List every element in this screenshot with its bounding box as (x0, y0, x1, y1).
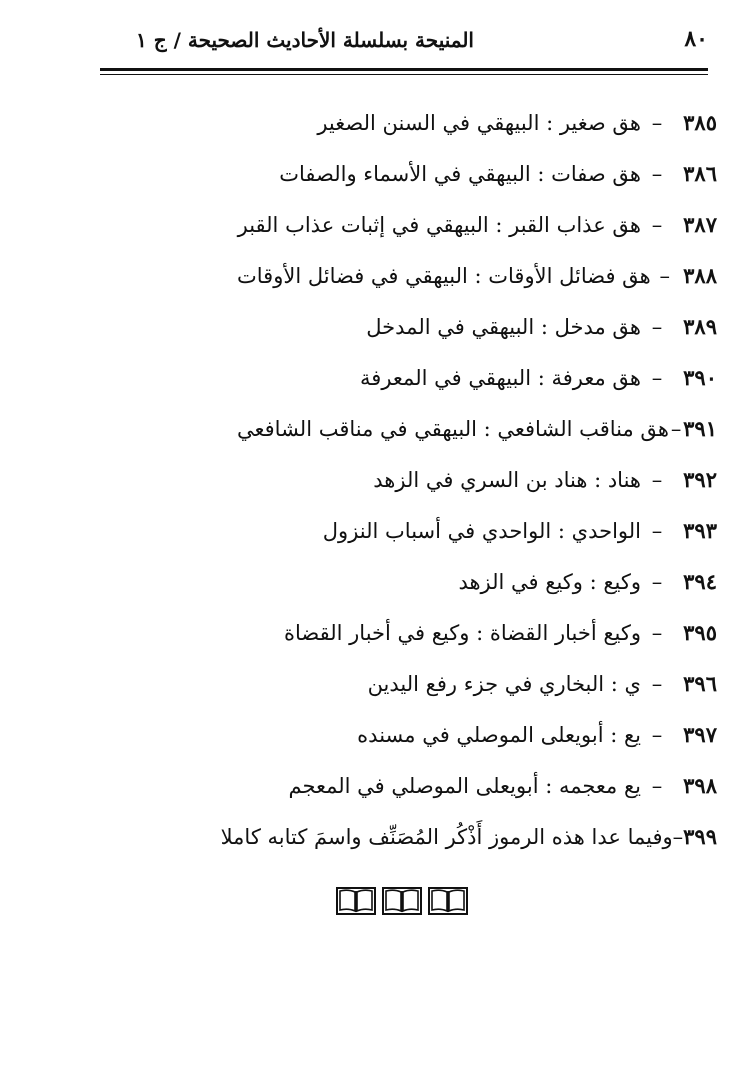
entry-separator: – (651, 774, 663, 798)
entry-text: وكيع : وكيع في الزهد (458, 570, 641, 594)
entry-text: يع معجمه : أبويعلى الموصلي في المعجم (288, 774, 641, 798)
entry-number: ٣٩٧ (683, 722, 717, 747)
list-item (237, 567, 717, 618)
entry-number: ٣٩٣ (683, 518, 717, 543)
entry-text: هق مناقب الشافعي : البيهقي في مناقب الشافعي (237, 417, 670, 441)
page-number: ٨٠ (684, 26, 708, 52)
entry-number: ٣٨٧ (683, 212, 717, 237)
entry-number: ٣٩١ (683, 416, 717, 441)
list-item (237, 261, 717, 312)
entry-number: ٣٩٩ (683, 824, 717, 849)
entry-separator: – (651, 468, 663, 492)
entry-number: ٣٨٩ (683, 314, 717, 339)
entry-number: ٣٩٨ (683, 773, 717, 798)
entry-number: ٣٩٠ (683, 365, 717, 390)
page-header (100, 26, 708, 62)
entry-text: هق صفات : البيهقي في الأسماء والصفات (279, 162, 641, 186)
entry-text: وكيع أخبار القضاة : وكيع في أخبار القضاة (284, 621, 641, 645)
list-item (237, 669, 717, 720)
entry-separator: – (659, 264, 670, 288)
list-item (237, 210, 717, 261)
entry-number: ٣٨٥ (683, 110, 717, 135)
entry-text: هق فضائل الأوقات : البيهقي في فضائل الأوقات (237, 264, 651, 288)
list-item (237, 414, 717, 465)
entry-separator: – (651, 213, 663, 237)
open-book-icon (382, 886, 422, 920)
entry-text: ي : البخاري في جزء رفع اليدين (367, 672, 641, 696)
entry-text: هق مدخل : البيهقي في المدخل (366, 315, 641, 339)
entry-text: هق معرفة : البيهقي في المعرفة (360, 366, 641, 390)
list-item (220, 822, 717, 873)
entry-text: يع : أبويعلى الموصلي في مسنده (357, 723, 641, 747)
list-item (237, 465, 717, 516)
entry-separator: – (651, 315, 663, 339)
end-ornament (336, 886, 468, 920)
entry-separator: – (651, 519, 663, 543)
entry-text: الواحدي : الواحدي في أسباب النزول (322, 519, 641, 543)
entry-separator: – (651, 570, 663, 594)
entry-text: هق عذاب القبر : البيهقي في إثبات عذاب القبر (237, 213, 641, 237)
entry-text: هناد : هناد بن السري في الزهد (373, 468, 641, 492)
header-rule-thick (100, 68, 708, 71)
entry-separator: – (651, 621, 663, 645)
list-item (237, 159, 717, 210)
list-item (237, 618, 717, 669)
list-item (237, 312, 717, 363)
list-item (237, 720, 717, 771)
header-rule-thin (100, 74, 708, 75)
list-item (237, 108, 717, 159)
entry-number: ٣٩٥ (683, 620, 717, 645)
list-item (237, 363, 717, 414)
entry-text: هق صغير : البيهقي في السنن الصغير (317, 111, 641, 135)
running-title: المنيحة بسلسلة الأحاديث الصحيحة / ج ١ (136, 28, 474, 52)
entry-separator: – (651, 723, 663, 747)
entry-separator: – (651, 672, 663, 696)
entry-separator: – (670, 417, 682, 441)
list-item (237, 771, 717, 822)
list-item (237, 516, 717, 567)
entry-separator: – (651, 366, 663, 390)
entry-number: ٣٩٤ (683, 569, 717, 594)
entry-number: ٣٨٨ (683, 263, 717, 288)
entry-number: ٣٨٦ (683, 161, 717, 186)
entry-separator: – (672, 825, 684, 849)
entry-separator: – (651, 111, 663, 135)
open-book-icon (428, 886, 468, 920)
entry-text: وفيما عدا هذه الرموز أَذْكُر المُصَنِّف واسمَ كتابه كاملا (220, 825, 673, 849)
abbreviation-list (220, 108, 717, 873)
open-book-icon (336, 886, 376, 920)
entry-separator: – (651, 162, 663, 186)
entry-number: ٣٩٦ (683, 671, 717, 696)
entry-number: ٣٩٢ (683, 467, 717, 492)
